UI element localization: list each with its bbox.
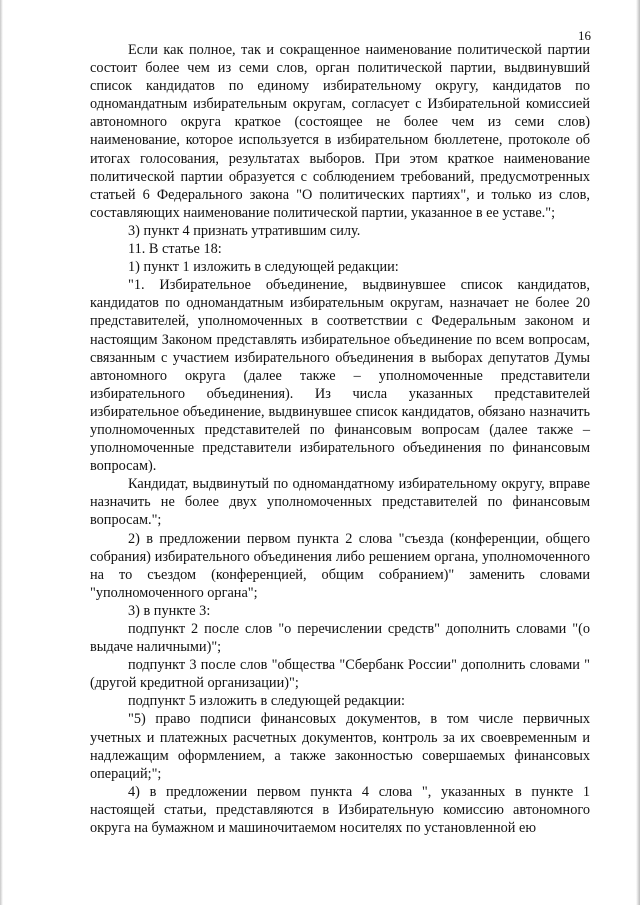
paragraph: подпункт 3 после слов "общества "Сбербанк России" дополнить словами "(другой кредитной организации)"; bbox=[90, 657, 590, 692]
paragraph: 2) в предложении первом пункта 2 слова "съезда (конференции, общего собрания) избирательного объединения либо решением органа, уполномоченного на то съездом (конференцией, общим собранием)" заменить словами "уполномоченного органа"; bbox=[90, 530, 590, 601]
scan-edge-right bbox=[636, 0, 640, 905]
paragraph: 4) в предложении первом пункта 4 слова ", указанных в пункте 1 настоящей статьи, представляются в Избирательную комиссию автономного округа на бумажном и машиночитаемом носителях по установленной ею bbox=[90, 783, 590, 837]
document-body bbox=[90, 41, 590, 837]
scan-edge-left bbox=[0, 0, 3, 905]
paragraph: 3) пункт 4 признать утратившим силу. bbox=[128, 222, 361, 239]
paragraph: "1. Избирательное объединение, выдвинувшее список кандидатов, кандидатов по одномандатным избирательным округам, назначает не более 20 представителей, уполномоченных в соответствии с Федеральным законом и настоящим Законом представлять избирательное объединение по всем вопросам, связанным с участием избирательного объединения в выборах депутатов Думы автономного округа (далее также – уполномоченные представители избирательного объединения). Из числа указанных представителей избирательное объединение, выдвинувшее список кандидатов, обязано назначить уполномоченных представителей по финансовым вопросам (далее также – уполномоченные представители избирательного объединения по финансовым вопросам). bbox=[90, 277, 590, 475]
paragraph: 3) в пункте 3: bbox=[128, 602, 211, 619]
paragraph: подпункт 5 изложить в следующей редакции: bbox=[128, 693, 405, 710]
paragraph: 1) пункт 1 изложить в следующей редакции: bbox=[128, 259, 399, 276]
paragraph: Кандидат, выдвинутый по одномандатному избирательному округу, вправе назначить не более двух уполномоченных представителей по финансовым вопросам."; bbox=[90, 476, 590, 529]
paragraph: "5) право подписи финансовых документов, в том числе первичных учетных и платежных расчетных документов, контроль за их своевременным и надлежащим оформлением, а также законностью совершаемых финансовых операций;"; bbox=[90, 711, 590, 782]
paragraph: 11. В статье 18: bbox=[128, 241, 222, 258]
paragraph: подпункт 2 после слов "о перечислении средств" дополнить словами "(о выдаче наличными)"; bbox=[90, 621, 590, 656]
paragraph: Если как полное, так и сокращенное наименование политической партии состоит более чем из семи слов, орган политической партии, выдвинувший список кандидатов по единому избирательному округу, кандидатов по одномандатным избирательным округам, согласует с Избирательной комиссией автономного округа краткое (состоящее не более чем из семи слов) наименование, которое используется в избирательном бюллетене, протоколе об итогах голосования, результатах выборов. При этом краткое наименование политической партии образуется с соблюдением требований, предусмотренных статьей 6 Федерального закона "О политических партиях", и только из слов, составляющих наименование политической партии, указанное в ее уставе."; bbox=[90, 42, 590, 221]
page-number: 16 bbox=[578, 28, 591, 43]
